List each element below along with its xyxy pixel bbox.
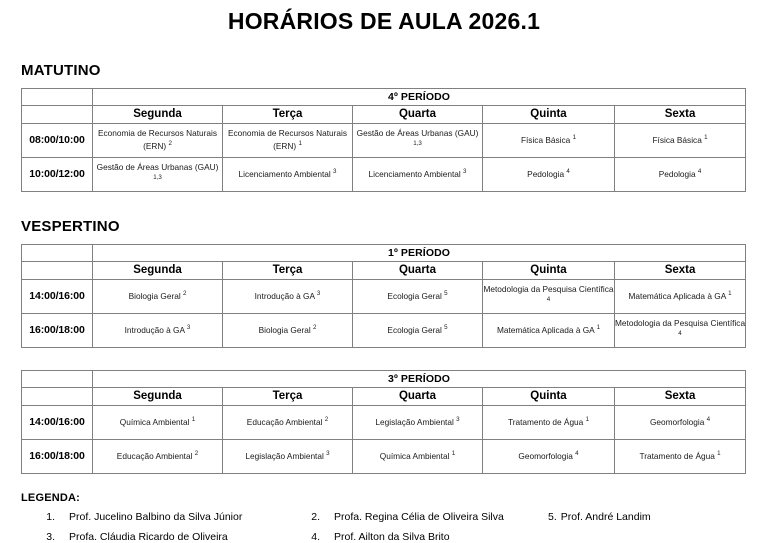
subject-cell: Matemática Aplicada à GA $^1$ [615,279,746,313]
legend-name: Prof. Ailton da Silva Brito [334,530,450,543]
subject-cell: Matemática Aplicada à GA $^1$ [483,313,615,347]
day-header-sexta: Sexta [615,105,746,123]
day-header-quinta: Quinta [483,387,615,405]
legend-name: Profa. Cláudia Ricardo de Oliveira [69,530,228,543]
corner-blank [22,261,93,279]
day-header-terca: Terça [223,387,353,405]
legend-name: Prof. Jucelino Balbino da Silva Júnior [69,510,243,523]
professor-ref: 1 [191,415,196,423]
subject-cell: Ecologia Geral $^5$ [353,279,483,313]
time-slot: 16:00/18:00 [22,313,93,347]
professor-ref: 1,3 [413,140,422,148]
list-item [21,511,308,523]
professor-ref: 4 [678,330,682,338]
time-slot: 14:00/16:00 [22,405,93,439]
professor-ref: 2 [168,140,172,148]
professor-ref: 1 [717,449,721,457]
professor-ref: 1 [298,140,302,148]
table-row-day-header [22,387,746,405]
professor-ref: 1 [728,289,732,297]
subject-cell: Gestão de Áreas Urbanas (GAU) $^{1,3}$ [353,123,483,157]
professor-ref: 4 [706,415,711,423]
legend [0,492,768,543]
legend-number: 2. [311,510,320,523]
legend-number: 3. [46,530,55,543]
day-header-segunda: Segunda [93,261,223,279]
table-row-day-header [22,105,746,123]
legend-row [21,531,751,543]
corner-blank [22,370,93,387]
list-item [308,531,548,543]
legend-name: Profa. Regina Célia de Oliveira Silva [334,510,504,523]
professor-ref: 4 [575,449,579,457]
day-header-quarta: Quarta [353,105,483,123]
professor-ref: 3 [333,167,337,175]
professor-ref: 5 [444,289,448,297]
subject-cell: Física Básica $^1$ [615,123,746,157]
subject-cell: Biologia Geral $^2$ [93,279,223,313]
day-header-quarta: Quarta [353,261,483,279]
section-title-vespertino: VESPERTINO [21,217,120,235]
subject-cell: Educação Ambiental $^2$ [93,439,223,473]
professor-ref: 1,3 [153,174,162,182]
table-row [22,157,746,191]
day-header-terca: Terça [223,261,353,279]
table-row-period-header [22,244,746,261]
subject-cell: Física Básica $^1$ [483,123,615,157]
list-item [548,511,748,523]
list-item [308,511,548,523]
subject-cell: Pedologia $^4$ [483,157,615,191]
table-row [22,123,746,157]
day-header-quarta: Quarta [353,387,483,405]
professor-ref: 3 [316,289,321,297]
subject-cell: Metodologia da Pesquisa Científica $^4$ [483,279,615,313]
professor-ref: 4 [566,167,570,175]
professor-ref: 1 [596,323,601,331]
day-header-segunda: Segunda [93,105,223,123]
corner-blank [22,244,93,261]
section-title-matutino: MATUTINO [21,61,101,79]
professor-ref: 2 [194,449,199,457]
professor-ref: 1 [585,415,590,423]
time-slot: 10:00/12:00 [22,157,93,191]
table-row-day-header [22,261,746,279]
professor-ref: 1 [704,133,708,141]
day-header-quinta: Quinta [483,105,615,123]
professor-ref: 1 [451,449,456,457]
table-row-period-header [22,88,746,105]
subject-cell: Economia de Recursos Naturais (ERN) $^1$ [223,123,353,157]
professor-ref: 5 [444,323,448,331]
subject-cell: Química Ambiental $^1$ [93,405,223,439]
subject-cell: Educação Ambiental $^2$ [223,405,353,439]
day-header-segunda: Segunda [93,387,223,405]
schedule-table-matutino-4 [21,88,746,192]
subject-cell: Legislação Ambiental $^3$ [223,439,353,473]
corner-blank [22,105,93,123]
legend-title: LEGENDA: [21,491,81,504]
professor-ref: 1 [572,133,577,141]
professor-ref: 3 [326,449,330,457]
subject-cell: Introdução à GA $^3$ [223,279,353,313]
subject-cell: Introdução à GA $^3$ [93,313,223,347]
subject-cell: Licenciamento Ambiental $^3$ [353,157,483,191]
table-row-period-header [22,370,746,387]
day-header-sexta: Sexta [615,387,746,405]
legend-number: 4. [311,530,320,543]
table-row [22,405,746,439]
time-slot: 08:00/10:00 [22,123,93,157]
day-header-sexta: Sexta [615,261,746,279]
corner-blank [22,88,93,105]
schedule-table-vespertino-1 [21,244,746,348]
subject-cell: Geomorfologia $^4$ [483,439,615,473]
table-row [22,279,746,313]
legend-number: 5. [548,510,557,523]
professor-ref: 3 [463,167,467,175]
legend-name: Prof. André Landim [560,510,651,523]
legend-number: 1. [46,510,55,523]
subject-cell: Ecologia Geral $^5$ [353,313,483,347]
table-row [22,439,746,473]
professor-ref: 4 [546,296,551,304]
professor-ref: 2 [182,289,187,297]
professor-ref: 2 [312,323,317,331]
legend-grid [21,511,751,543]
table-row [22,313,746,347]
schedule-table-vespertino-3 [21,370,746,474]
subject-cell: Tratamento de Água $^1$ [483,405,615,439]
period-header: 1º PERÍODO [93,244,746,261]
time-slot: 14:00/16:00 [22,279,93,313]
page-title: HORÁRIOS DE AULA 2026.1 [227,8,541,34]
professor-ref: 3 [186,323,191,331]
subject-cell: Química Ambiental $^1$ [353,439,483,473]
subject-cell: Geomorfologia $^4$ [615,405,746,439]
professor-ref: 2 [324,415,329,423]
subject-cell: Metodologia da Pesquisa Científica $^4$ [615,313,746,347]
day-header-quinta: Quinta [483,261,615,279]
professor-ref: 4 [697,167,702,175]
subject-cell: Pedologia $^4$ [615,157,746,191]
legend-row [21,511,751,523]
subject-cell: Economia de Recursos Naturais (ERN) $^2$ [93,123,223,157]
subject-cell: Biologia Geral $^2$ [223,313,353,347]
period-header: 3º PERÍODO [93,370,746,387]
subject-cell: Tratamento de Água $^1$ [615,439,746,473]
corner-blank [22,387,93,405]
day-header-terca: Terça [223,105,353,123]
list-item [21,531,308,543]
subject-cell: Gestão de Áreas Urbanas (GAU) $^{1,3}$ [93,157,223,191]
period-header: 4º PERÍODO [93,88,746,105]
professor-ref: 3 [456,415,460,423]
subject-cell: Licenciamento Ambiental $^3$ [223,157,353,191]
subject-cell: Legislação Ambiental $^3$ [353,405,483,439]
time-slot: 16:00/18:00 [22,439,93,473]
